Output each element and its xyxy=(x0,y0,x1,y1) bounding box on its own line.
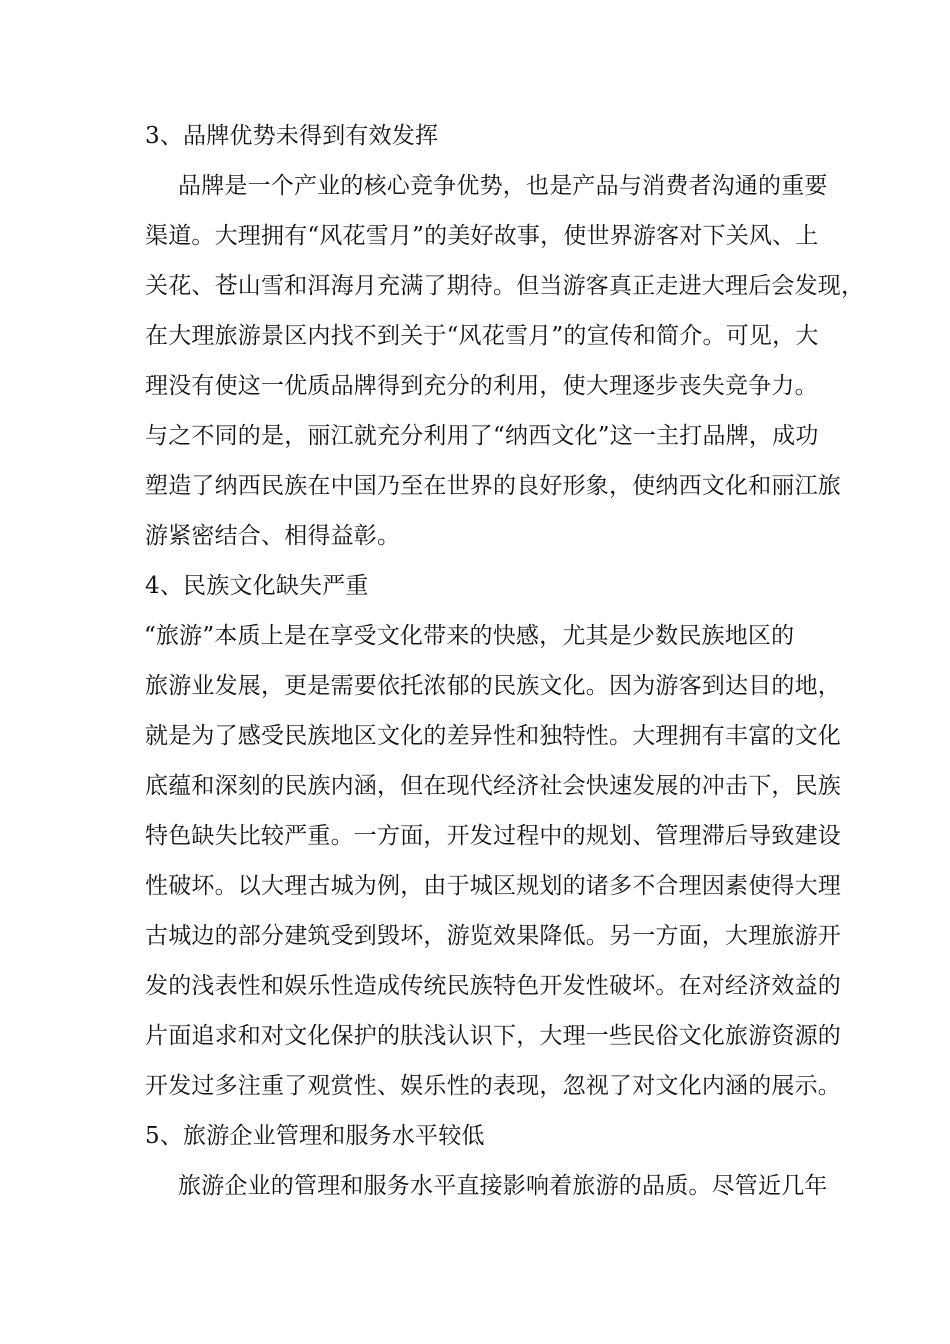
paragraph-line: 就是为了感受民族地区文化的差异性和独特性。大理拥有丰富的文化 xyxy=(145,723,841,749)
paragraph-line: 底蕴和深刻的民族内涵，但在现代经济社会快速发展的冲击下，民族 xyxy=(145,773,841,799)
paragraph-line: 旅游企业的管理和服务水平直接影响着旅游的品质。尽管近几年 xyxy=(178,1173,828,1199)
paragraph-line: 旅游业发展，更是需要依托浓郁的民族文化。因为游客到达目的地， xyxy=(145,673,841,699)
paragraph-line: 品牌是一个产业的核心竞争优势，也是产品与消费者沟通的重要 xyxy=(178,173,828,199)
paragraph-line: 发的浅表性和娱乐性造成传统民族特色开发性破坏。在对经济效益的 xyxy=(145,973,841,999)
paragraph-line: 与之不同的是，丽江就充分利用了“纳西文化”这一主打品牌，成功 xyxy=(145,423,819,449)
paragraph-line: 古城边的部分建筑受到毁坏，游览效果降低。另一方面，大理旅游开 xyxy=(145,923,841,949)
paragraph-line: 理没有使这一优质品牌得到充分的利用，使大理逐步丧失竞争力。 xyxy=(145,373,818,399)
paragraph-line: 塑造了纳西民族在中国乃至在世界的良好形象，使纳西文化和丽江旅 xyxy=(145,473,841,499)
paragraph-line: 在大理旅游景区内找不到关于“风花雪月”的宣传和简介。可见，大 xyxy=(145,323,819,349)
paragraph-line: 关花、苍山雪和洱海月充满了期待。但当游客真正走进大理后会发现， xyxy=(145,273,865,299)
paragraph-line: 性破坏。以大理古城为例，由于城区规划的诸多不合理因素使得大理 xyxy=(145,873,841,899)
paragraph-line: 特色缺失比较严重。一方面，开发过程中的规划、管理滞后导致建设 xyxy=(145,823,841,849)
paragraph-line: “旅游”本质上是在享受文化带来的快感，尤其是少数民族地区的 xyxy=(144,623,795,649)
paragraph-line: 渠道。大理拥有“风花雪月”的美好故事，使世界游客对下关风、上 xyxy=(145,223,819,249)
section-heading-5: 5、旅游企业管理和服务水平较低 xyxy=(145,1123,485,1149)
section-heading-4: 4、民族文化缺失严重 xyxy=(145,573,369,599)
paragraph-line: 开发过多注重了观赏性、娱乐性的表现，忽视了对文化内涵的展示。 xyxy=(145,1073,841,1099)
paragraph-line: 片面追求和对文化保护的肤浅认识下，大理一些民俗文化旅游资源的 xyxy=(145,1023,841,1049)
section-heading-3: 3、品牌优势未得到有效发挥 xyxy=(145,123,439,149)
paragraph-line: 游紧密结合、相得益彰。 xyxy=(145,523,401,549)
